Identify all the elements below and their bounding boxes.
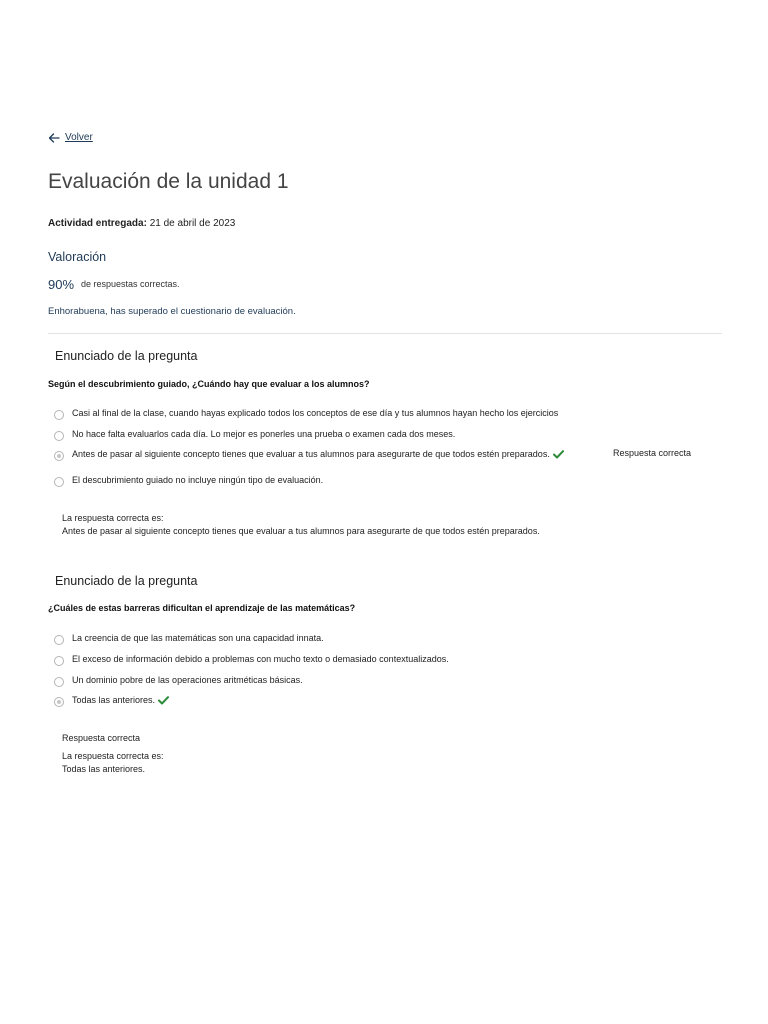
submission-date: 21 de abril de 2023: [149, 218, 236, 229]
radio-button[interactable]: [54, 431, 64, 441]
back-link-label[interactable]: Volver: [65, 132, 93, 143]
result-label: Respuesta correcta: [62, 733, 141, 743]
answer-option[interactable]: [54, 631, 324, 645]
radio-button[interactable]: [54, 410, 64, 420]
result-message: Enhorabuena, has superado el cuestionario de evaluación.: [48, 306, 296, 317]
submission-info: [48, 218, 235, 229]
option-label: El descubrimiento guiado no incluye ningún tipo de evaluación.: [72, 475, 324, 485]
result-label: Respuesta correcta: [613, 448, 692, 458]
correct-answer-label: La respuesta correcta es:: [62, 751, 164, 761]
question-heading: Enunciado de la pregunta: [55, 349, 198, 363]
correct-answer-block: [62, 512, 540, 538]
option-label: No hace falta evaluarlos cada día. Lo mejor es ponerles una prueba o examen cada dos meses.: [72, 429, 456, 439]
option-label: Todas las anteriores.: [72, 695, 156, 705]
check-icon: [158, 696, 169, 705]
option-label: Antes de pasar al siguiente concepto tienes que evaluar a tus alumnos para asegurarte de que todos estén preparados.: [72, 449, 550, 459]
answer-option-selected[interactable]: [54, 447, 564, 461]
question-text: Según el descubrimiento guiado, ¿Cuándo hay que evaluar a los alumnos?: [48, 379, 370, 389]
answer-option[interactable]: [54, 406, 558, 420]
answer-option[interactable]: [54, 673, 303, 687]
option-label: La creencia de que las matemáticas son una capacidad innata.: [72, 633, 324, 643]
divider: [48, 333, 722, 334]
option-label: El exceso de información debido a problemas con mucho texto o demasiado contextualizados.: [72, 654, 449, 664]
correct-answer-text: Antes de pasar al siguiente concepto tienes que evaluar a tus alumnos para asegurarte de que todos estén preparados.: [62, 526, 540, 536]
radio-button-selected[interactable]: [54, 697, 64, 707]
option-label: Casi al final de la clase, cuando hayas explicado todos los conceptos de ese día y tus alumnos hayan hecho los ejercicios: [72, 408, 559, 418]
answer-option[interactable]: [54, 652, 449, 666]
check-icon: [553, 450, 564, 459]
answer-option[interactable]: [54, 473, 323, 487]
correct-answer-block: [62, 750, 164, 776]
radio-button[interactable]: [54, 677, 64, 687]
radio-button[interactable]: [54, 477, 64, 487]
answer-option-selected[interactable]: [54, 693, 169, 707]
question-text: ¿Cuáles de estas barreras dificultan el aprendizaje de las matemáticas?: [48, 603, 356, 613]
correct-answer-label: La respuesta correcta es:: [62, 513, 164, 523]
score-text: de respuestas correctas.: [81, 279, 180, 289]
page-title: Evaluación de la unidad 1: [48, 170, 289, 193]
option-label: Un dominio pobre de las operaciones aritméticas básicas.: [72, 675, 303, 685]
submission-label: Actividad entregada:: [48, 218, 147, 229]
correct-answer-text: Todas las anteriores.: [62, 764, 146, 774]
assessment-heading: Valoración: [48, 250, 107, 264]
radio-button[interactable]: [54, 635, 64, 645]
radio-button[interactable]: [54, 656, 64, 666]
answer-option[interactable]: [54, 427, 455, 441]
question-heading: Enunciado de la pregunta: [55, 574, 198, 588]
radio-button-selected[interactable]: [54, 451, 64, 461]
back-link[interactable]: [48, 132, 93, 143]
arrow-left-icon: [48, 133, 60, 143]
score-value: 90%: [48, 277, 75, 292]
